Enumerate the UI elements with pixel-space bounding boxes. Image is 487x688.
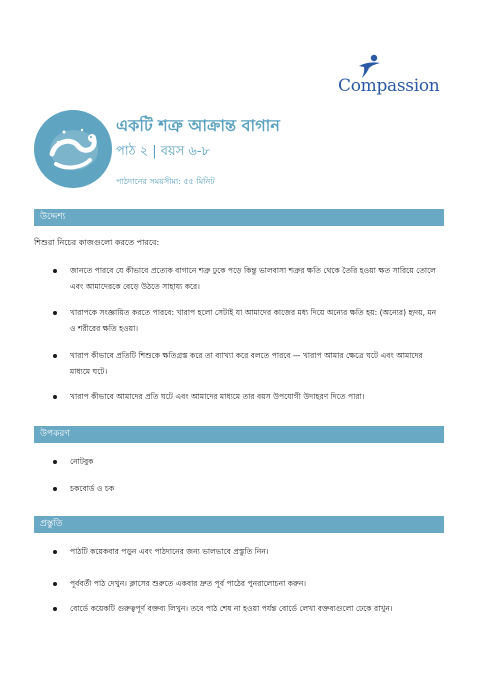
materials-heading: উপকরণ [34,426,444,443]
objective-item: খারাপ কীভাবে আমাদের প্রতি ঘটে এবং আমাদের মাধ্যমে তার বয়স উপযোগী উদাহরণ দিতে পারা। [70,389,442,405]
lesson-duration: পাঠদানের সময়সীমা: ৫৫ মিনিট [116,177,215,186]
material-item: চকবোর্ড ও চক [70,481,442,497]
objectives-intro: শিশুরা নিচের কাজগুলো করতে পারবে: [34,238,160,247]
logo-wordmark: Compassion [338,76,440,96]
bullet-icon [53,550,57,554]
bullet-icon [53,395,57,399]
bullet-icon [53,582,57,586]
material-item: নোটবুক [70,454,442,470]
objectives-heading: উদ্দেশ্য [34,209,444,226]
preparation-item: পূর্ববর্তী পাঠ দেখুন। ক্লাসের শুরুতে একবার দ্রুত পূর্ব পাঠের পুনরালোচনা করুন। [70,576,442,592]
bullet-icon [53,354,57,358]
preparation-heading: প্রস্তুতি [34,516,444,533]
bullet-icon [53,460,57,464]
objective-item: খারাপ কীভাবে প্রতিটি শিশুকে ক্ষতিগ্রস্ত করে তা ব্যাখ্যা করে বলতে পারবে — খারাপ আমার ক্ষেত্রে ঘটে এবং আমাদের মাধ্যমে ঘটে। [70,348,442,380]
compassion-logo [338,54,458,100]
preparation-item: পাঠটি কয়েকবার পড়ুন এবং পাঠদানের জন্য ভালভাবে প্রস্তুতি নিন। [70,544,442,560]
bullet-icon [53,311,57,315]
worm-garden-icon [34,110,112,188]
preparation-item: বোর্ডে কয়েকটি গুরুত্বপূর্ণ বক্তব্য লিখুন। তবে পাঠ শেষ না হওয়া পর্যন্ত বোর্ডে লেখা বক্তব্যগুলো ঢেকে রাখুন। [70,601,442,617]
objective-item: জানতে পারবে যে কীভাবে প্রত্যেক বাগানে শত্রু ঢুকে পড়ে কিন্তু ভালবাসা শত্রুর ক্ষতি থেকে তৈরি হওয়া ক্ষত সারিয়ে তোলে এবং আমাদেরকে বেড়ে উঠতে সাহায্য করে। [70,263,442,295]
bullet-icon [53,487,57,491]
objective-item: খারাপকে সংজ্ঞায়িত করতে পারবে: খারাপ হলো সেটাই যা আমাদের কাজের মধ্য দিয়ে অন্যের ক্ষতি হয়: (অন্যের) হৃদয়, মন ও শরীরের ক্ষতি হওয়া। [70,305,442,337]
bullet-icon [53,607,57,611]
lesson-subtitle: পাঠ ২ | বয়স ৬-৮ [116,144,210,159]
lesson-title: একটি শত্রু আক্রান্ত বাগান [116,116,280,135]
bullet-icon [53,269,57,273]
